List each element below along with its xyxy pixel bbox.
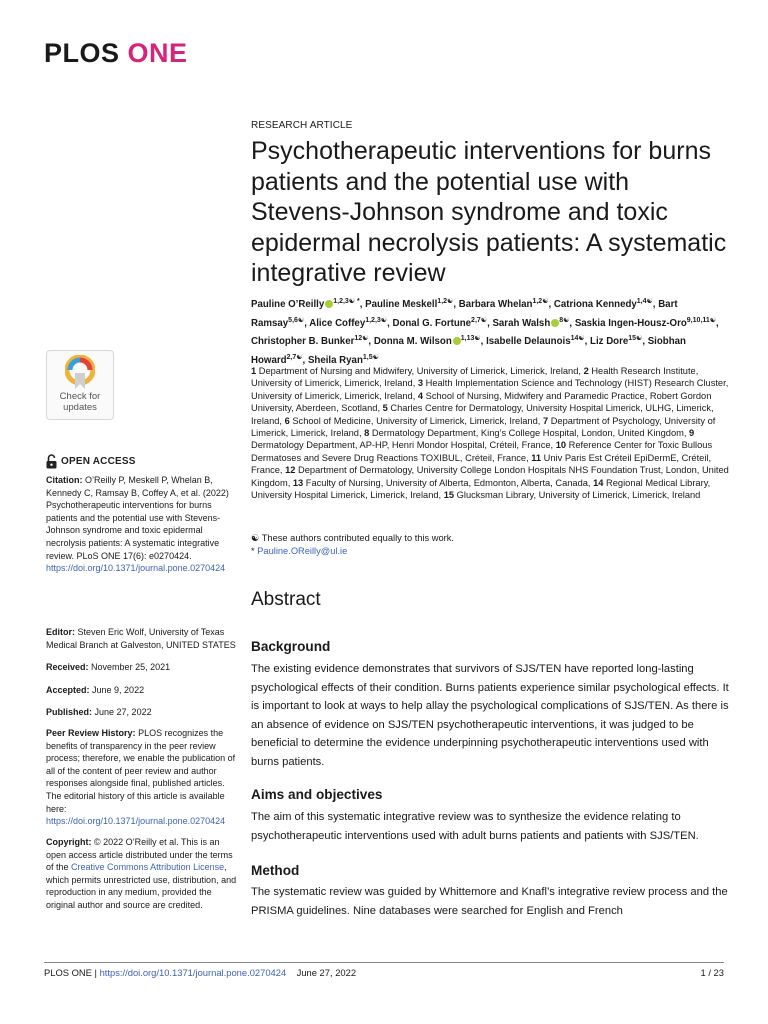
section-heading-method: Method (251, 863, 300, 878)
author-name[interactable]: Pauline Meskell$^{1,2☯}$ (365, 298, 454, 311)
peer-review-link[interactable]: https://doi.org/10.1371/journal.pone.0270424 (46, 816, 226, 827)
published-date: Published: June 27, 2022 (46, 707, 152, 717)
affiliation-item: 12 Department of Dermatology, University College London Hospitals NHS Foundation Trust, London, United Kingdom, (251, 465, 729, 488)
affiliation-item: 5 Charles Centre for Dermatology, University Hospital Limerick, ULHG, Limerick, Ireland, (251, 403, 714, 426)
affiliation-item: 9 Dermatology Department, AP-HP, Henri Mondor Hospital, Créteil, France, (251, 428, 695, 451)
footer-divider (44, 962, 724, 963)
affiliation-item: 14 Regional Medical Library, University Hospital Limerick, Limerick, Ireland, (251, 477, 711, 501)
affiliation-item: 3 Health Implementation Science and Technology (HIST) Research Cluster, University of Limerick, Limerick, Ireland, (251, 378, 729, 401)
affiliation-item: 4 School of Nursing, Midwifery and Paramedic Practice, Robert Gordon University, Aberdeen, Scotland, (251, 390, 712, 414)
article-title: Psychotherapeutic interventions for burns patients and the potential use with Stevens-Johnson syndrome and toxic epidermal necrolysis patients: A systematic integrative review (251, 137, 727, 287)
peer-review-block: Peer Review History: PLOS recognizes the benefits of transparency in the peer review process; therefore, we enable the publication of all of the content of peer review and author responses alongside final, published articles. The editorial history of this article is available here: https://doi.org/10.1371/journal.pone.0270424 (46, 728, 236, 827)
author-name[interactable]: Liz Dore$^{15☯}$ (590, 335, 643, 348)
affiliation-item: 2 Health Research Institute, University of Limerick, Limerick, Ireland, (251, 366, 699, 389)
affiliation-item: 15 Glucksman Library, University of Limerick, Limerick, Ireland (443, 490, 701, 501)
check-updates-line1: Check for (59, 391, 101, 402)
author-name[interactable]: Catriona Kennedy$^{1,4☯}$ (553, 298, 653, 311)
affiliations (251, 365, 729, 501)
page-footer: PLOS ONE | https://doi.org/10.1371/journal.pone.0270424 June 27, 2022 (44, 967, 357, 978)
abstract-heading: Abstract (251, 589, 321, 610)
open-lock-icon (46, 454, 57, 469)
article-type: RESEARCH ARTICLE (251, 120, 353, 131)
open-access-label: OPEN ACCESS (46, 454, 136, 469)
footer-date: June 27, 2022 (296, 967, 357, 978)
section-text-aims: The aim of this systematic integrative review was to synthesize the evidence relating to psychotherapeutic interventions used with adult burns patients and patients with SJS/TEN. (251, 811, 699, 842)
author-name[interactable]: Saskia Ingen-Housz-Oro$^{9,10,11☯}$ (574, 316, 717, 329)
citation-block: Citation: O’Reilly P, Meskell P, Whelan B, Kennedy C, Ramsay B, Coffey A, et al. (2022) Psychotherapeutic interventions for burns patients and the potential use with Stevens-Johnson syndrome and toxic epidermal necrolysis patients: A systematic integrative review. PLoS ONE 17(6): e0270424. https://doi.org/10.1371/journal.pone.0270424 (46, 475, 229, 574)
editor-block: Editor: Steven Eric Wolf, University of Texas Medical Branch at Galveston, UNITED STATES (46, 627, 236, 650)
page-number: 1 / 23 (700, 967, 724, 978)
logo-one: ONE (127, 38, 188, 68)
journal-logo[interactable] (44, 38, 188, 69)
footer-doi-link[interactable]: https://doi.org/10.1371/journal.pone.0270424 (99, 967, 287, 978)
author-name[interactable]: Alice Coffey$^{1,2,3☯}$ (309, 316, 388, 329)
logo-plos: PLOS (44, 38, 120, 68)
accepted-date: Accepted: June 9, 2022 (46, 685, 145, 695)
author-name[interactable]: Barbara Whelan$^{1,2☯}$ (458, 298, 549, 311)
section-heading-background: Background (251, 639, 331, 654)
author-notes (251, 532, 729, 558)
affiliation-item: 10 Reference Center for Toxic Bullous Dermatoses and Severe Drug Reactions TOXIBUL, Créteil, France, (251, 440, 713, 463)
check-for-updates-badge[interactable] (46, 350, 114, 420)
section-text-method: The systematic review was guided by Whittemore and Knafl’s integrative review process and the PRISMA guidelines. Nine databases were searched for English and French (251, 886, 728, 917)
citation-doi-link[interactable]: https://doi.org/10.1371/journal.pone.0270424 (46, 563, 226, 574)
author-name[interactable]: Isabelle Delaunois$^{14☯}$ (486, 335, 585, 348)
corresponding-author: * Pauline.OReilly@ul.ie (251, 546, 348, 556)
author-list: Pauline O’Reilly $^{1,2,3☯ *}$, Pauline Meskell$^{1,2☯}$, Barbara Whelan$^{1,2☯}$, Catriona Kennedy$^{1,4☯}$, Bart Ramsay$^{5,6☯}$, Alice Coffey$^{1,2,3☯}$, Donal G. Fortune$^{2,7☯}$, Sarah Walsh $^{8☯}$, Saskia Ingen-Housz-Oro$^{9,10,11☯}$, Christopher B. Bunker$^{12☯}$, Donna M. Wilson $^{1,13☯}$, Isabelle Delaunois$^{14☯}$, Liz Dore$^{15☯}$, Siobhan Howard$^{2,7☯}$, Sheila Ryan$^{1,5☯}$ (251, 298, 719, 366)
equal-contribution-note: ☯ These authors contributed equally to this work. (251, 533, 454, 543)
affiliation-item: 8 Dermatology Department, King’s College Hospital, London, United Kingdom, (364, 428, 690, 439)
author-name[interactable]: Siobhan Howard$^{2,7☯}$ (251, 336, 686, 366)
crossmark-icon (65, 355, 95, 391)
author-name[interactable]: Sheila Ryan$^{1,5☯}$ (307, 353, 379, 366)
author-name[interactable]: Donal G. Fortune$^{2,7☯}$ (392, 316, 488, 329)
affiliation-item: 7 Department of Psychology, University of Limerick, Limerick, Ireland, (251, 415, 716, 439)
license-link[interactable]: Creative Commons Attribution License (71, 862, 225, 873)
author-name[interactable]: Donna M. Wilson $^{1,13☯}$ (373, 335, 481, 348)
section-text-background: The existing evidence demonstrates that survivors of SJS/TEN have reported long-lasting psychological effects of their condition. Burns patients experience similar psychological effects. It is important to look at ways to help allay the psychological complications of SJS/TEN. As there is an absence of evidence on SJS/TEN psychotherapeutic interventions, it was judged to be beneficial to determine the evidence underpinning psychotherapeutic interventions used with burns patients. (251, 663, 729, 768)
affiliation-item: 13 Faculty of Nursing, University of Alberta, Edmonton, Alberta, Canada, (292, 477, 594, 488)
author-name[interactable]: Sarah Walsh $^{8☯}$ (492, 316, 570, 329)
copyright-block: Copyright: © 2022 O’Reilly et al. This is an open access article distributed under the terms of the Creative Commons Attribution License, which permits unrestricted use, distribution, and reproduction in any medium, provided the original author and source are credited. (46, 837, 237, 910)
received-date: Received: November 25, 2021 (46, 662, 171, 672)
check-updates-line2: updates (63, 402, 97, 413)
author-name[interactable]: Bart Ramsay$^{5,6☯}$ (251, 299, 678, 329)
affiliation-item: 11 Univ Paris Est Créteil EpiDermE, Créteil, France, (251, 452, 712, 476)
affiliation-item: 1 Department of Nursing and Midwifery, University of Limerick, Limerick, Ireland, (251, 366, 584, 376)
corresponding-email-link[interactable]: Pauline.OReilly@ul.ie (257, 546, 348, 556)
affiliation-item: 6 School of Medicine, University of Limerick, Limerick, Ireland, (284, 415, 543, 426)
footer-journal: PLOS ONE (44, 967, 92, 978)
author-name[interactable]: Pauline O’Reilly $^{1,2,3☯ *}$ (251, 298, 360, 311)
section-heading-aims: Aims and objectives (251, 787, 383, 802)
author-name[interactable]: Christopher B. Bunker$^{12☯}$ (251, 335, 369, 348)
orcid-icon[interactable] (453, 337, 461, 345)
